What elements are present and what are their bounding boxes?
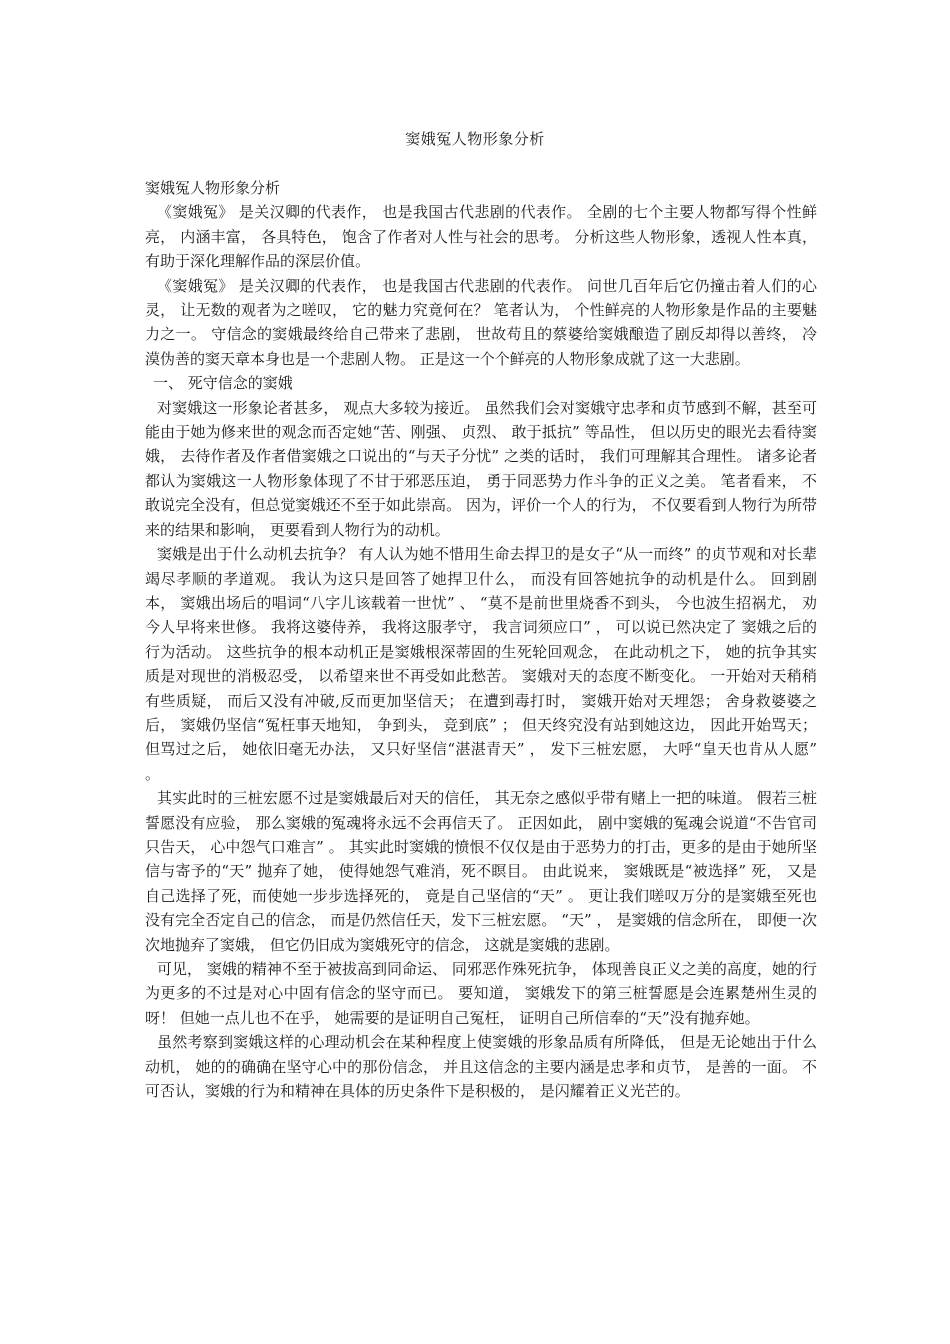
intro-paragraph-1: 《窦娥冤》 是关汉卿的代表作， 也是我国古代悲剧的代表作。 全剧的七个主要人物都写得个性鲜亮， 内涵丰富， 各具特色， 饱含了作者对人性与社会的思考。 分析这些人物形象，透视人性本真， 有助于深化理解作品的深层价值。 bbox=[145, 203, 817, 271]
section-paragraph-4: 可见， 窦娥的精神不至于被拔高到同命运、 同邪恶作殊死抗争， 体现善良正义之美的高度，她的行为更多的不过是对心中固有信念的坚守而已。 要知道， 窦娥发下的第三桩誓愿是会连累楚州生灵的呀！ 但她一点儿也不在乎， 她需要的是证明自己冤枉， 证明自己所信奉的“天”没有抛弃她。 bbox=[145, 960, 817, 1027]
document-subtitle: 窦娥冤人物形象分析 bbox=[145, 179, 281, 197]
intro-paragraph-2: 《窦娥冤》 是关汉卿的代表作， 也是我国古代悲剧的代表作。 问世几百年后它仍撞击着人们的心灵， 让无数的观者为之嗟叹， 它的魅力究竟何在？ 笔者认为， 个性鲜亮的人物形象是作品的主要魅力之一。 守信念的窦娥最终给自己带来了悲剧， 世故苟且的蔡婆给窦娥酿造了剧反却得以善终， 冷漠伪善的窦天章本身也是一个悲剧人物。 正是这一个个鲜亮的人物形象成就了这一大悲剧。 bbox=[145, 276, 817, 368]
section-paragraph-2: 窦娥是出于什么动机去抗争？ 有人认为她不惜用生命去捍卫的是女子“从一而终” 的贞节观和对长辈竭尽孝顺的孝道观。 我认为这只是回答了她捍卫什么， 而没有回答她抗争的动机是什么。 回到剧本， 窦娥出场后的唱词“八字儿该载着一世忧” 、 “莫不是前世里烧香不到头， 今也波生招祸尤， 劝今人早将来世修。 我将这婆侍养， 我将这服孝守， 我言词须应口” ， 可以说已然决定了 窦娥之后的行为活动。 这些抗争的根本动机正是窦娥根深蒂固的生死轮回观念， 在此动机之下， 她的抗争其实质是对现世的消极忍受， 以希望来世不再受如此愁苦。 窦娥对天的态度不断变化。 一开始对天稍稍有些质疑， 而后又没有冲破,反而更加坚信天； 在遭到毒打时， 窦娥开始对天埋怨； 舍身救婆婆之后， 窦娥仍坚信“冤枉事天地知， 争到头， 竞到底” ； 但天终究没有站到她这边， 因此开始骂天； 但骂过之后， 她依旧毫无办法， 又只好坚信“湛湛青天” ， 发下三桩宏愿， 大呼“皇天也肯从人愿” 。 bbox=[145, 545, 817, 783]
page-title: 窦娥冤人物形象分析 bbox=[405, 130, 545, 148]
document-body bbox=[145, 176, 817, 1103]
section-paragraph-3: 其实此时的三桩宏愿不过是窦娥最后对天的信任， 其无奈之感似乎带有赌上一把的味道。 假若三桩誓愿没有应验， 那么窦娥的冤魂将永远不会再信天了。 正因如此， 剧中窦娥的冤魂会说道“不告官司只告天， 心中怨气口难言” 。 其实此时窦娥的愤恨不仅仅是由于恶势力的打击，更多的是由于她所坚信与寄予的“天” 抛弃了她， 使得她怨气难消，死不瞑目。 由此说来， 窦娥既是“被选择” 死， 又是自己选择了死，而使她一步步选择死的， 竟是自己坚信的“天” 。 更让我们嗟叹万分的是窦娥至死也没有完全否定自己的信念， 而是仍然信任天，发下三桩宏愿。 “天” ， 是窦娥的信念所在， 即便一次次地抛弃了窦娥， 但它仍旧成为窦娥死守的信念， 这就是窦娥的悲剧。 bbox=[145, 789, 817, 954]
section-paragraph-1: 对窦娥这一形象论者甚多， 观点大多较为接近。 虽然我们会对窦娥守忠孝和贞节感到不解，甚至可能由于她为修来世的观念而否定她“苦、刚强、 贞烈、 敢于抵抗” 等品性， 但以历史的眼光去看待窦娥， 去待作者及作者借窦娥之口说出的“与天子分忧” 之类的话时， 我们可理解其合理性。 诸多论者都认为窦娥这一人物形象体现了不甘于邪恶压迫， 勇于同恶势力作斗争的正义之美。 笔者看来， 不敢说完全没有，但总觉窦娥还不至于如此崇高。 因为，评价一个人的行为， 不仅要看到人物行为所带来的结果和影响， 更要看到人物行为的动机。 bbox=[145, 398, 817, 539]
section-heading: 一、 死守信念的窦娥 bbox=[153, 374, 293, 393]
section-paragraph-5: 虽然考察到窦娥这样的心理动机会在某种程度上使窦娥的形象品质有所降低， 但是无论她出于什么动机， 她的的确确在坚守心中的那份信念， 并且这信念的主要内涵是忠孝和贞节， 是善的一面。 不可否认，窦娥的行为和精神在具体的历史条件下是积极的， 是闪耀着正义光芒的。 bbox=[145, 1033, 817, 1101]
